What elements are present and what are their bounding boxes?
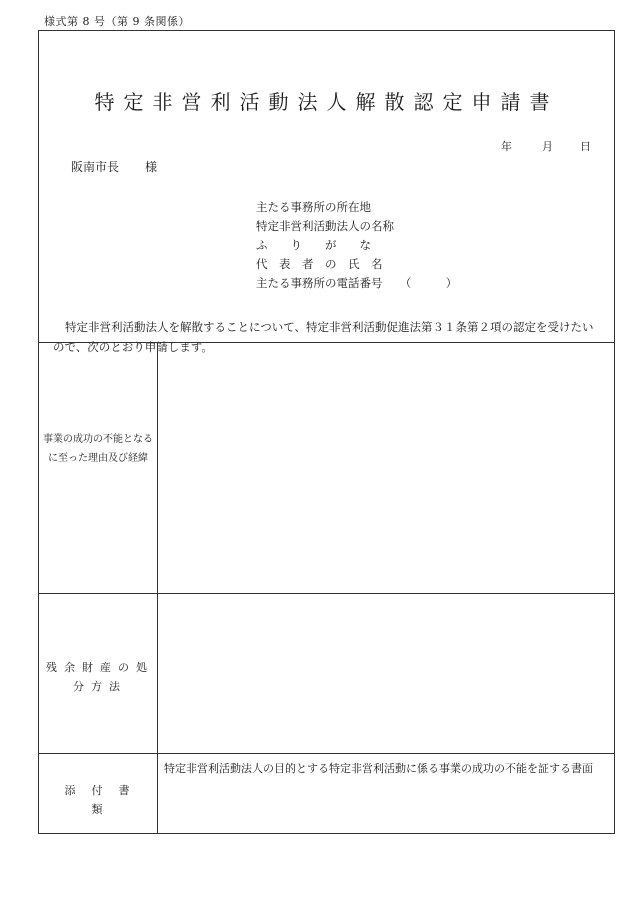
application-form [38, 30, 615, 834]
form-number: 様式第 8 号（第 9 条関係） [44, 15, 190, 28]
addressee-name: 阪南市長 [71, 160, 120, 174]
representative-name-label: 代 表 者 の 氏 名 [256, 257, 383, 271]
furigana-label: ふ り が な [256, 238, 371, 252]
date-month-label: 月 [542, 140, 553, 153]
reason-label: 事業の成功の不能となるに至った理由及び経緯 [43, 434, 153, 464]
date-year-label: 年 [501, 140, 512, 153]
table-column-divider [157, 342, 158, 833]
corporation-name-label: 特定非営利活動法人の名称 [256, 219, 394, 233]
date-day-label: 日 [580, 140, 591, 153]
request-statement: 特定非営利活動法人を解散することについて、特定非営利活動促進法第３１条第２項の認定を受けたいので、次のとおり申請します。 [53, 320, 594, 354]
table-top-border [39, 342, 614, 343]
residual-assets-label: 残余財産の処分方法 [46, 661, 154, 693]
addressee-honorific: 様 [145, 160, 158, 174]
table-row-divider [39, 753, 614, 754]
attachments-content: 特定非営利活動法人の目的とする特定非営利活動に係る事業の成功の不能を証する書面 [164, 762, 593, 775]
office-address-label: 主たる事務所の所在地 [256, 200, 371, 214]
applicant-fields [256, 198, 457, 293]
table-row-divider [39, 593, 614, 594]
attachments-label: 添付書類 [64, 784, 146, 816]
form-title: 特定非営利活動法人解散認定申請書 [94, 90, 559, 114]
addressee [71, 158, 157, 175]
office-phone-label: 主たる事務所の電話番号 （ ） [256, 276, 458, 290]
